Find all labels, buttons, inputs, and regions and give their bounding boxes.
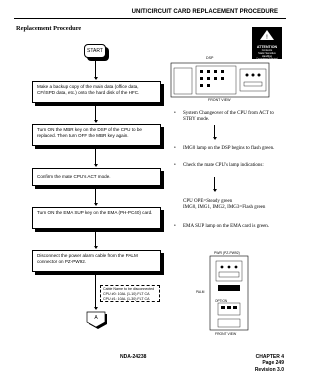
flow-arrow [95, 275, 96, 309]
palm-connector-label: PALM [196, 290, 205, 294]
flow-step-backup-text: Make a backup copy of the main data (office data, CF/ISPD data, etc.) onto the hard disk of the HFC. [37, 84, 140, 95]
cable-note-cpu0: CPU #0: 10AL (1-10) FLT CA [103, 292, 150, 296]
bullet-mate-cpu: • Check the mate CPU's lamp indications: [176, 163, 284, 169]
attention-title: ATTENTION [256, 45, 278, 49]
connector-a-label: A [94, 315, 98, 321]
mate-cpu-status [183, 199, 283, 211]
attention-badge [252, 27, 282, 59]
footer-chapter [255, 354, 284, 373]
attention-line3: Handling [261, 55, 273, 58]
flow-step-ema-sup [32, 207, 161, 229]
attention-line2: Static Sensitive [258, 52, 276, 55]
flow-step-ema-sup-text: Turn ON the EMA SUP key on the EMA (PH-PC40) card. [37, 210, 153, 215]
doc-id: NDA-24238 [120, 354, 147, 360]
option-label: OPTION [215, 299, 228, 303]
footer-chapter-text: CHAPTER 4 [255, 354, 284, 360]
status-img-lamps: IMG0, IMG1, IMG2, IMG3=Flash green [183, 205, 266, 211]
flow-step-disconnect-alarm [32, 250, 161, 272]
footer-page: Page 249 [262, 360, 284, 367]
result-arrow [214, 125, 215, 139]
bullet-ema-sup: • EMA SUP lamp on the EMA card is green. [176, 224, 284, 230]
flow-step-disconnect-alarm-text: Disconnect the power alarm cable from the PALM connector on PZ-PW92. [37, 253, 138, 264]
bullet-mate-cpu-text: Check the mate CPU's lamp indications: [183, 163, 264, 168]
cable-note-cpu1: CPU #1: 10AL (1-30) FLT CA [103, 297, 150, 301]
flow-arrow [95, 189, 96, 205]
flow-arrow [95, 106, 96, 122]
dsp-panel-illustration [170, 60, 270, 100]
flow-step-mbr-key-text: Turn ON the MBR key on the DSP of the CPU to be replaced. Then turn OFF the MBR key again. [37, 127, 142, 138]
start-label: START [87, 48, 103, 54]
front-view-label-2: FRONT VIEW [215, 332, 237, 336]
front-view-label: FRONT VIEW [208, 98, 231, 102]
cable-note [100, 285, 160, 302]
cable-note-title: Cable Name to be disconnected [103, 287, 155, 291]
section-heading: Replacement Procedure [16, 25, 82, 32]
start-terminal [84, 44, 106, 58]
bullet-img0-flash: • IMG0 lamp on the DSP begins to flash green. [176, 146, 284, 152]
pwr-card-label: PWR (PZ-PW92) [214, 251, 240, 255]
result-arrow [214, 177, 215, 191]
bullet-img0-flash-text: IMG0 lamp on the DSP begins to flash green. [183, 146, 275, 151]
svg-text:!: ! [266, 35, 268, 40]
flow-arrow [95, 61, 96, 79]
flow-step-confirm-act [32, 168, 161, 186]
connector-a-symbol [86, 311, 110, 331]
footer-revision: Revision 3.0 [254, 366, 284, 373]
bullet-system-changeover-text: System Changeover of the CPU from ACT to STBY mode. [183, 111, 274, 123]
static-warning-icon [260, 30, 274, 40]
attention-line4: Precautions Required [256, 58, 278, 60]
status-cpu-ope: CPU OPE=Steady green [183, 199, 233, 204]
flow-step-confirm-act-text: Confirm the mate CPU's ACT mode. [37, 174, 111, 179]
flow-arrow [95, 149, 96, 166]
pwr-card-illustration [206, 255, 252, 331]
page-header-title: UNIT/CIRCUIT CARD REPLACEMENT PROCEDURE [131, 9, 278, 15]
attention-line1: Contents [261, 49, 273, 52]
dsp-label: DSP [206, 56, 214, 60]
bullet-system-changeover: • System Changeover of the CPU from ACT to STBY mode. [176, 111, 284, 123]
flow-step-mbr-key [32, 124, 161, 146]
bullet-ema-sup-text: EMA SUP lamp on the EMA card is green. [183, 224, 270, 229]
flow-step-backup [32, 81, 161, 103]
header-rule [14, 18, 286, 19]
flow-arrow [95, 232, 96, 248]
